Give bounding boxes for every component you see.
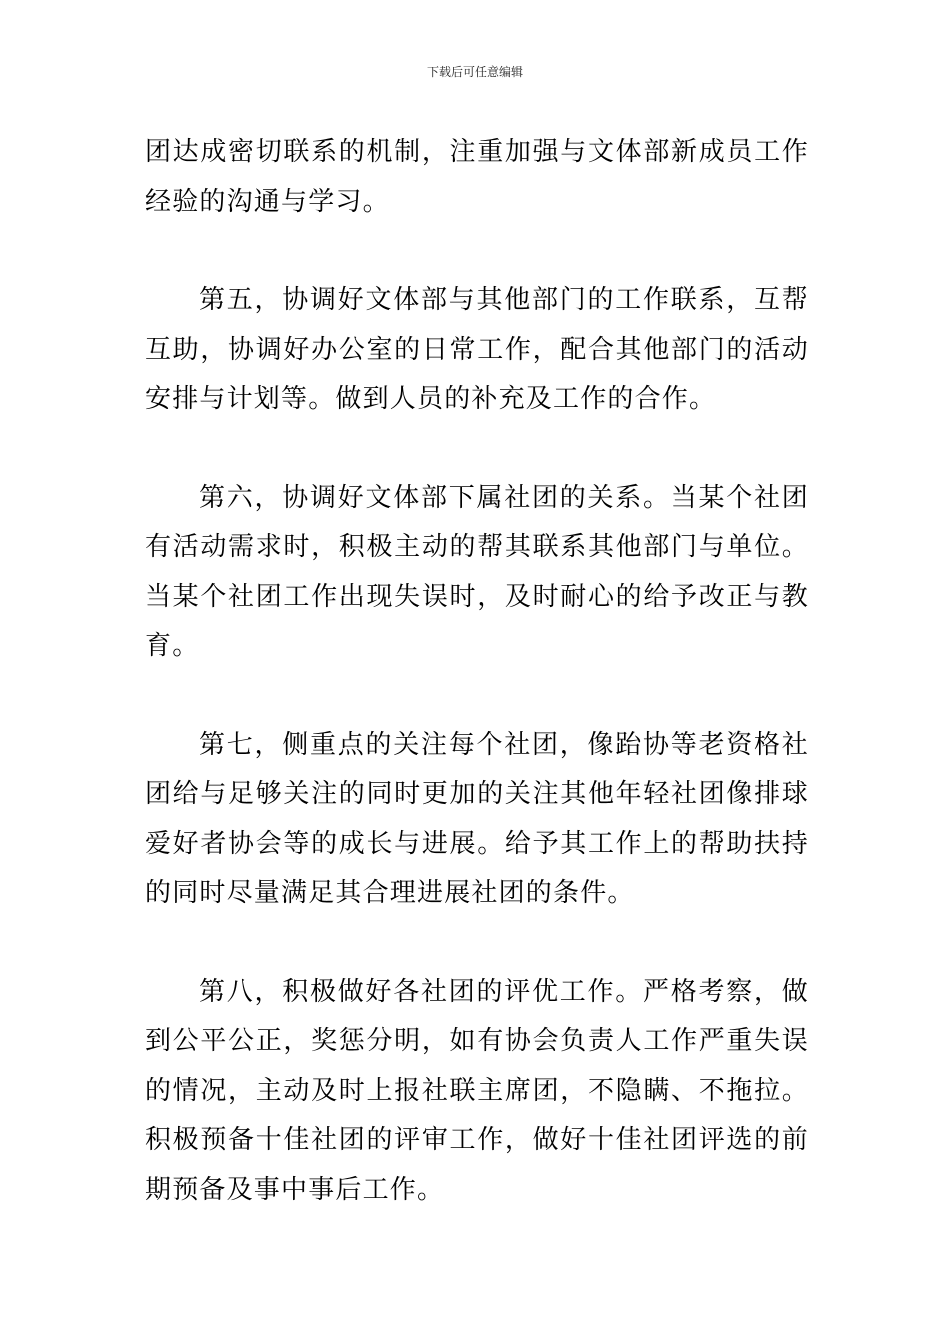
page-header: 下载后可任意编辑 [426, 65, 523, 79]
paragraph-item-5: 第五，协调好文体部与其他部门的工作联系，互帮互助，协调好办公室的日常工作，配合其他部门的活动安排与计划等。做到人员的补充及工作的合作。 [145, 285, 809, 414]
paragraph-item-6: 第六，协调好文体部下属社团的关系。当某个社团有活动需求时，积极主动的帮其联系其他部门与单位。当某个社团工作出现失误时，及时耐心的给予改正与教育。 [145, 482, 809, 661]
paragraph-continuation: 团达成密切联系的机制，注重加强与文体部新成员工作经验的沟通与学习。 [145, 137, 809, 217]
document-body [145, 128, 809, 1264]
paragraph-item-8: 第八，积极做好各社团的评优工作。严格考察，做到公平公正，奖惩分明，如有协会负责人工作严重失误的情况，主动及时上报社联主席团，不隐瞒、不拖拉。积极预备十佳社团的评审工作，做好十佳社团评选的前期预备及事中事后工作。 [145, 976, 809, 1205]
paragraph-item-7: 第七，侧重点的关注每个社团，像跆协等老资格社团给与足够关注的同时更加的关注其他年轻社团像排球爱好者协会等的成长与进展。给予其工作上的帮助扶持的同时尽量满足其合理进展社团的条件。 [145, 729, 809, 908]
